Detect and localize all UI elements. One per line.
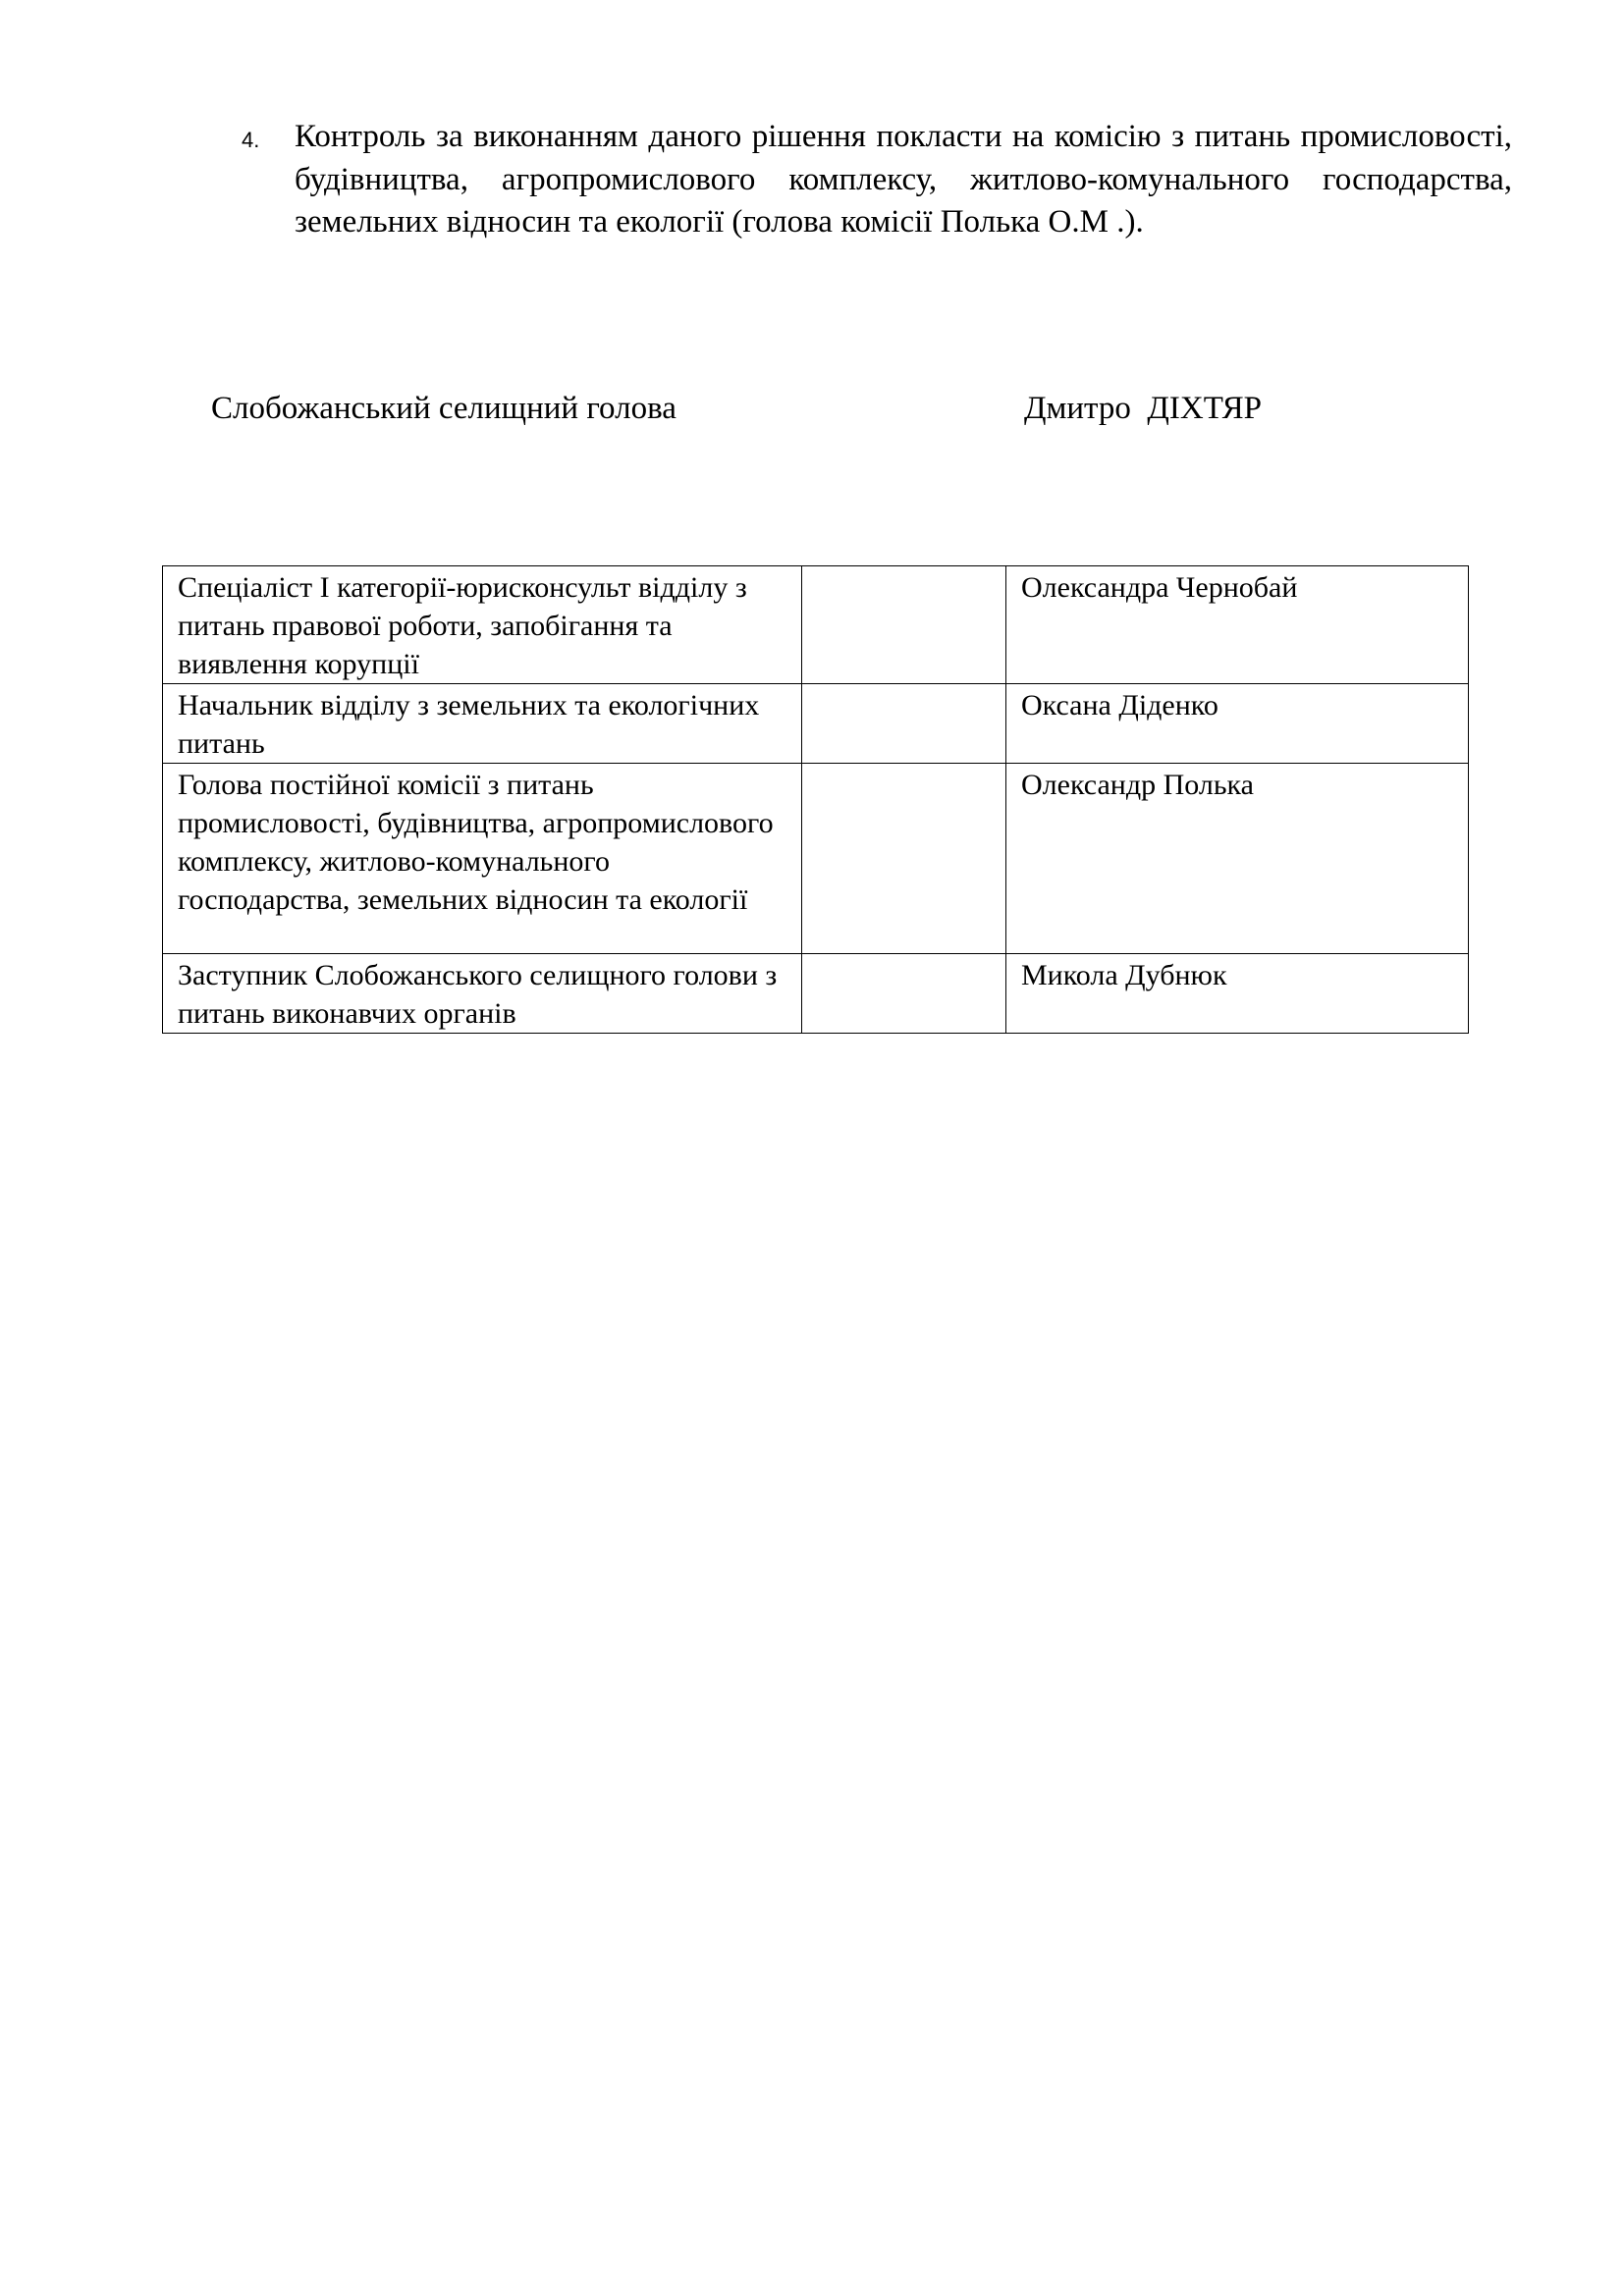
item-number: 4.: [242, 128, 260, 152]
approver-name: Олександр Полька: [1006, 764, 1469, 954]
signatory-name: Дмитро ДІХТЯР: [1024, 391, 1262, 426]
approver-position: Спеціаліст І категорії-юрисконсульт відділу з питань правової роботи, запобігання та виявлення корупції: [163, 566, 802, 684]
approver-signature-cell: [802, 764, 1006, 954]
approver-signature-cell: [802, 684, 1006, 764]
approvals-table: [162, 565, 1469, 1034]
item-text: Контроль за виконанням даного рішення покласти на комісію з питань промисловості, будівництва, агропромислового комплексу, житлово-комунального господарства, земельних відносин та екології (голова комісії Полька О.М .).: [295, 119, 1512, 240]
approver-position: Голова постійної комісії з питань промисловості, будівництва, агропромислового комплексу, житлово-комунального господарства, земельних відносин та екології: [163, 764, 802, 954]
table-row: [163, 764, 1469, 954]
approver-position: Заступник Слобожанського селищного голови з питань виконавчих органів: [163, 954, 802, 1034]
table-row: [163, 684, 1469, 764]
signatory-title: Слобожанський селищний голова: [211, 391, 677, 426]
approver-signature-cell: [802, 566, 1006, 684]
table-row: [163, 566, 1469, 684]
approver-name: Оксана Діденко: [1006, 684, 1469, 764]
approver-signature-cell: [802, 954, 1006, 1034]
table-row: [163, 954, 1469, 1034]
approver-name: Олександра Чернобай: [1006, 566, 1469, 684]
approver-name: Микола Дубнюк: [1006, 954, 1469, 1034]
approver-position: Начальник відділу з земельних та екологічних питань: [163, 684, 802, 764]
